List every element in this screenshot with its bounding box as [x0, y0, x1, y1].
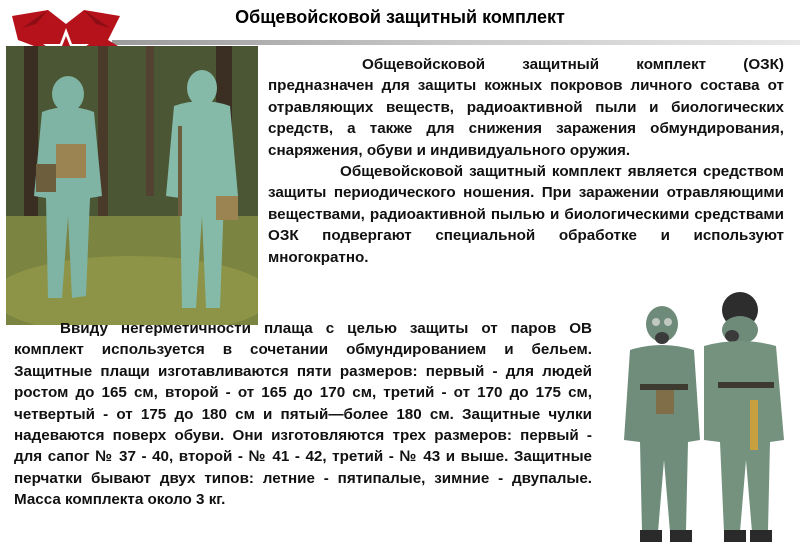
intro-text-block [268, 54, 784, 268]
header-divider [112, 40, 800, 45]
paragraph-purpose: Общевойсковой защитный комплект (ОЗК) предназначен для защиты кожных покровов личного состава от отравляющих веществ, радиоактивной пыли и биологических средств, а также для снижения заражения обмундирования, снаряжения, обуви и индивидуального оружия. [268, 56, 784, 159]
soldiers-gas-masks-photo [600, 290, 796, 550]
page-title: Общевойсковой защитный комплект [235, 7, 565, 27]
details-text-block [14, 318, 592, 511]
paragraph-usage: Общевойсковой защитный комплект является средством защиты периодического ношения. При заражении отравляющими веществами, радиоактивной пылью и биологическими средствами ОЗК подвергают специальной обработке и используют многократно. [268, 163, 784, 266]
paragraph-sizes: Ввиду негерметичности плаща с целью защиты от паров ОВ комплект используется в сочетании обмундированием и бельем. Защитные плащи изготавливаются пяти размеров: первый - для людей ростом до 165 см, второй - от 165 до 170 см, третий - от 170 до 175 см, четвертый - от 175 до 180 см и пятый—более 180 см. Защитные чулки надеваются поверх обуви. Они изготовляются трех размеров: первый - для сапог № 37 - 40, второй - № 41 - 42, третий - № 43 и выше. Защитные перчатки бывают двух типов: летние - пятипалые, зимние - двупалые. Масса комплекта около 3 кг. [14, 320, 592, 509]
soldiers-in-forest-photo [6, 46, 258, 325]
